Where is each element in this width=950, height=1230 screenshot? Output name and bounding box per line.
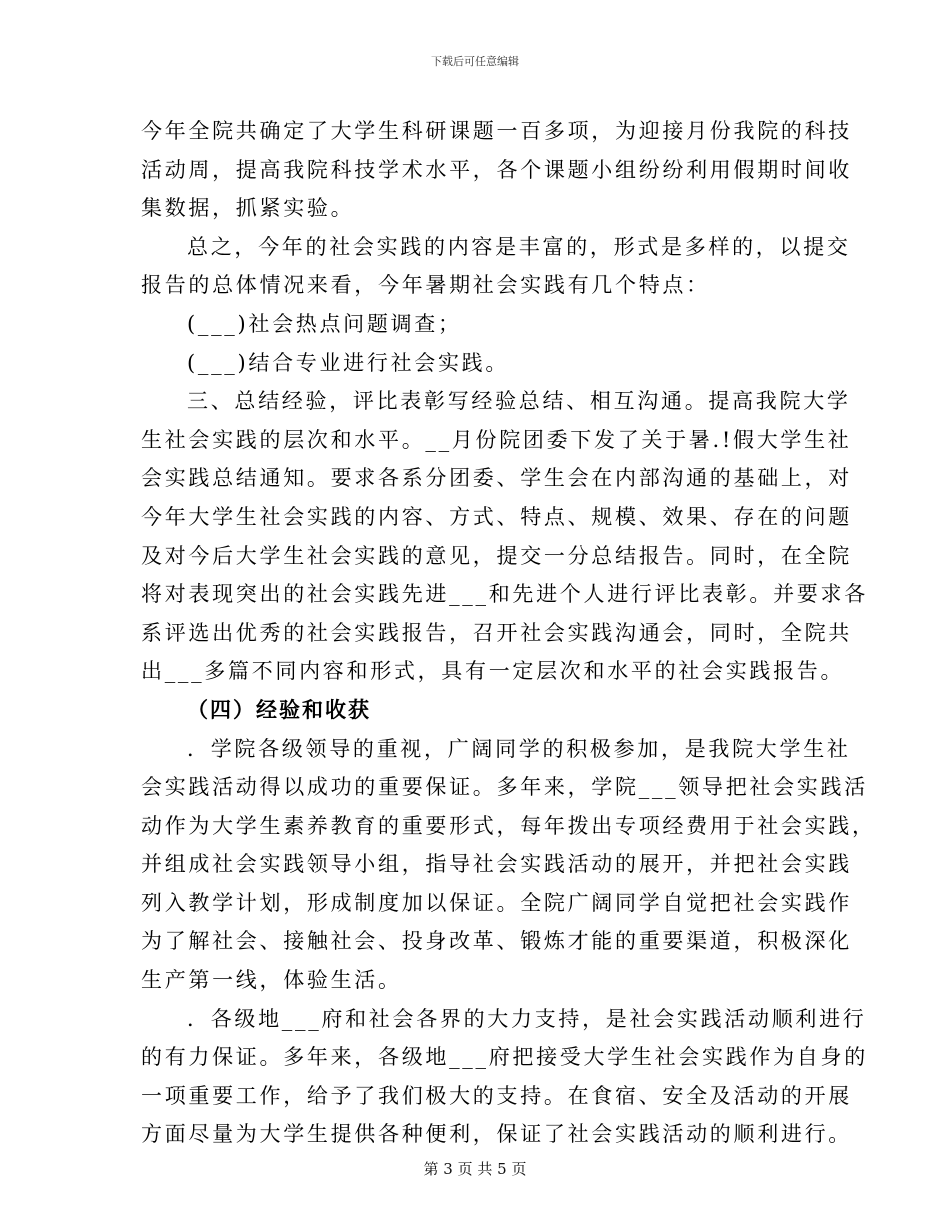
text-line: 一项重要工作，给予了我们极大的支持。在食宿、安全及活动的开展 xyxy=(141,1083,852,1108)
text-line: 今年全院共确定了大学生科研课题一百多项，为迎接月份我院的科技 xyxy=(141,119,852,143)
text-line: 方面尽量为大学生提供各种便利，保证了社会实践活动的顺利进行。 xyxy=(141,1122,852,1147)
page-header: 下载后可任意编辑 xyxy=(431,55,519,68)
text-line: 列入教学计划，形成制度加以保证。全院广阔同学自觉把社会实践作 xyxy=(141,890,852,915)
text-line: 生产第一线，体验生活。 xyxy=(141,968,402,993)
section-heading: （四）经验和收获 xyxy=(187,697,371,722)
text-line: 活动周，提高我院科技学术水平，各个课题小组纷纷利用假期时间收 xyxy=(141,157,852,182)
text-line: 的有力保证。多年来，各级地___府把接受大学生社会实践作为自身的 xyxy=(141,1045,868,1070)
text-line: 生社会实践的层次和水平。__月份院团委下发了关于暑.!假大学生社 xyxy=(141,427,852,452)
text-line: 今年大学生社会实践的内容、方式、特点、规模、效果、存在的问题 xyxy=(141,504,852,529)
text-line: 动作为大学生素养教育的重要形式，每年拨出专项经费用于社会实践， xyxy=(141,813,876,838)
text-line: 三、总结经验，评比表彰写经验总结、相互沟通。提高我院大学 xyxy=(187,389,851,414)
text-line: 出___多篇不同内容和形式，具有一定层次和水平的社会实践报告。 xyxy=(141,659,845,684)
text-line: 报告的总体情况来看，今年暑期社会实践有几个特点： xyxy=(141,273,710,298)
list-item: (___)社会热点问题调查； xyxy=(187,311,462,336)
text-line: 会实践活动得以成功的重要保证。多年来，学院___领导把社会实践活 xyxy=(141,775,868,800)
text-line: ．学院各级领导的重视，广阔同学的积极参加，是我院大学生社 xyxy=(187,736,851,761)
text-line: 会实践总结通知。要求各系分团委、学生会在内部沟通的基础上，对 xyxy=(141,466,852,491)
text-line: 及对今后大学生社会实践的意见，提交一分总结报告。同时，在全院 xyxy=(141,543,852,568)
text-line: 并组成社会实践领导小组，指导社会实践活动的展开，并把社会实践 xyxy=(141,852,852,877)
document-body xyxy=(141,112,876,1154)
page-number: 第 3 页 共 5 页 xyxy=(423,1160,527,1178)
text-line: 集数据，抓紧实验。 xyxy=(141,196,355,221)
text-line: ．各级地___府和社会各界的大力支持，是社会实践活动顺利进行 xyxy=(187,1006,867,1031)
list-item: (___)结合专业进行社会实践。 xyxy=(187,350,510,375)
text-line: 将对表现突出的社会实践先进___和先进个人进行评比表彰。并要求各 xyxy=(141,582,868,607)
text-line: 为了解社会、接触社会、投身改革、锻炼才能的重要渠道，积极深化 xyxy=(141,929,852,954)
text-line: 系评选出优秀的社会实践报告，召开社会实践沟通会，同时，全院共 xyxy=(141,620,852,645)
text-line: 总之，今年的社会实践的内容是丰富的，形式是多样的，以提交 xyxy=(187,234,851,259)
